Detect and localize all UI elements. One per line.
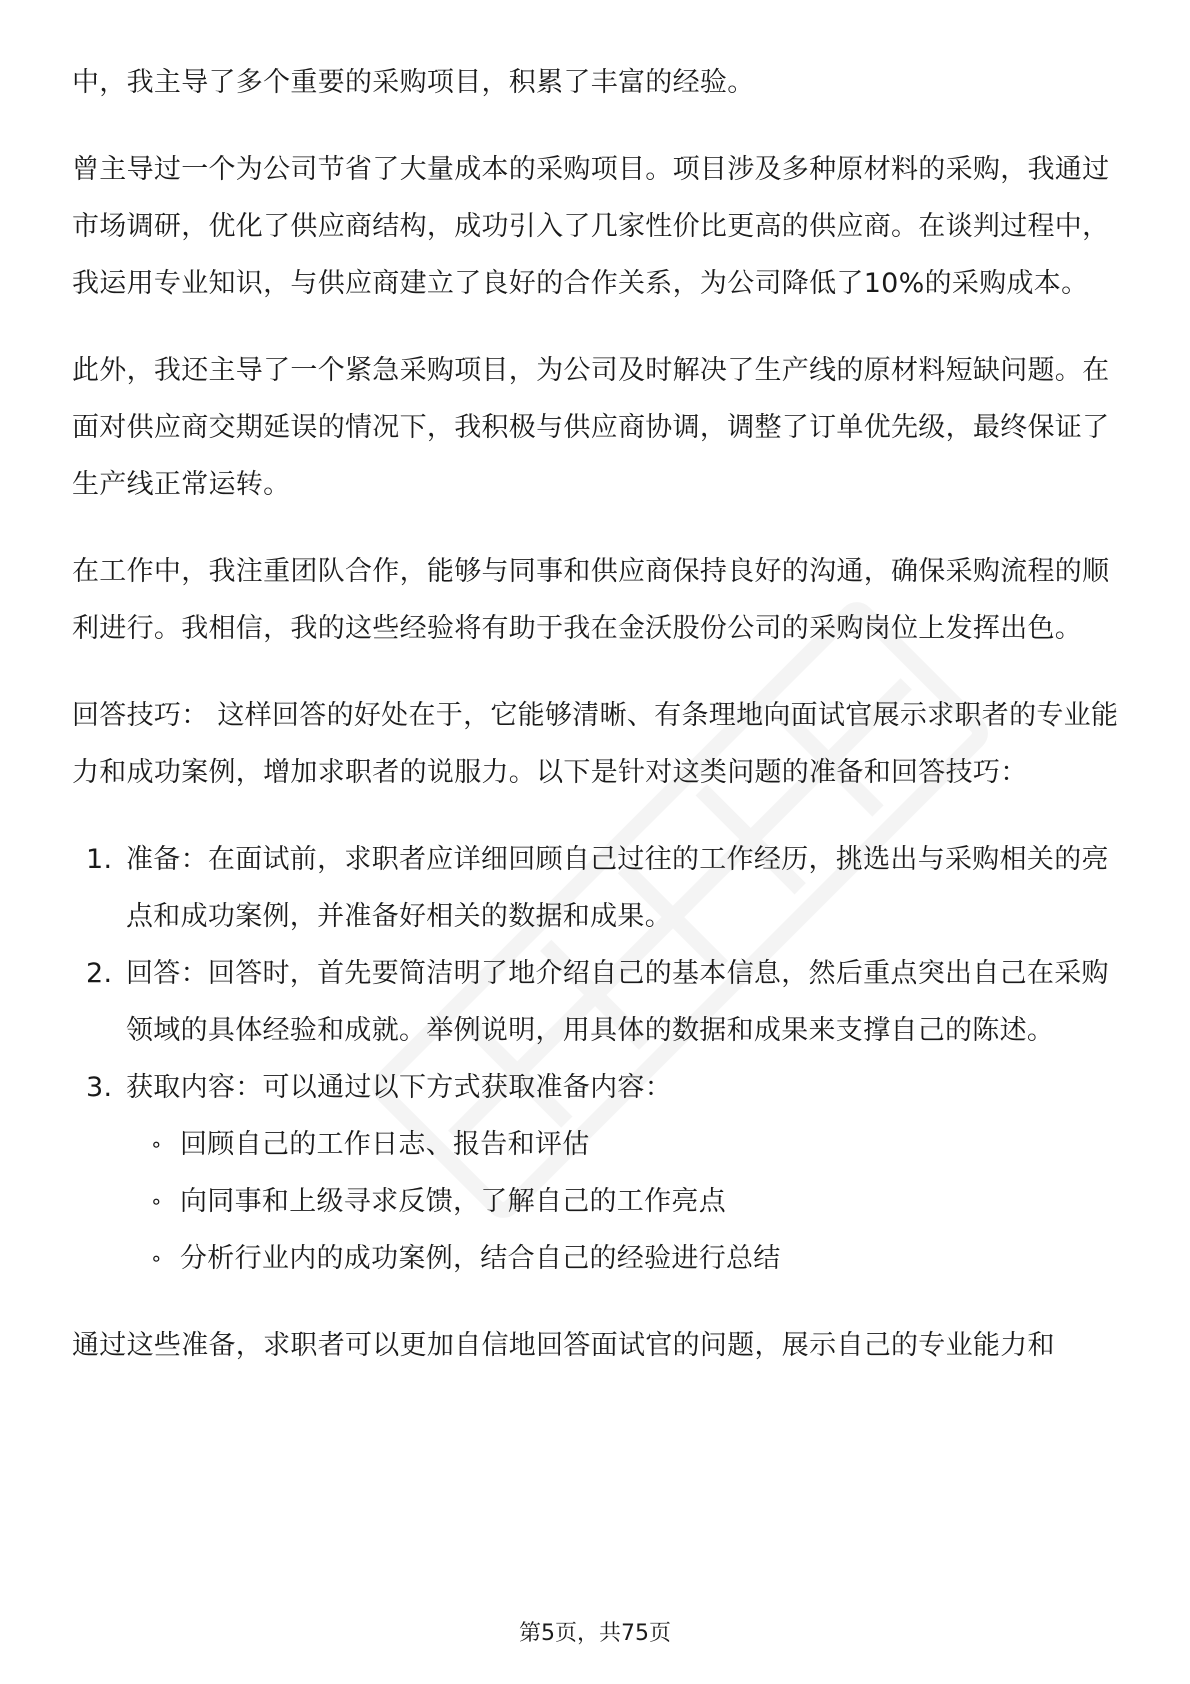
sublist-item <box>126 1116 1122 1173</box>
list-item <box>72 1059 1122 1287</box>
list-item <box>72 831 1122 945</box>
sublist-item <box>126 1230 1122 1287</box>
paragraph: 曾主导过一个为公司节省了大量成本的采购项目。项目涉及多种原材料的采购，我通过市场调研，优化了供应商结构，成功引入了几家性价比更高的供应商。在谈判过程中，我运用专业知识，与供应商建立了良好的合作关系，为公司降低了10%的采购成本。 <box>72 154 1110 299</box>
sublist-item-text: 回顾自己的工作日志、报告和评估 <box>180 1129 590 1160</box>
sublist-item <box>126 1173 1122 1230</box>
closing-paragraph: 通过这些准备，求职者可以更加自信地回答面试官的问题，展示自己的专业能力和 <box>72 1330 1055 1361</box>
sublist-item-text: 向同事和上级寻求反馈，了解自己的工作亮点 <box>180 1186 726 1217</box>
paragraph: 此外，我还主导了一个紧急采购项目，为公司及时解决了生产线的原材料短缺问题。在面对供应商交期延误的情况下，我积极与供应商协调，调整了订单优先级，最终保证了生产线正常运转。 <box>72 355 1110 500</box>
bullet-icon: ∘ <box>150 1246 163 1270</box>
page-footer: 第5页，共75页 <box>519 1621 671 1646</box>
list-item-text: 回答：回答时，首先要简洁明了地介绍自己的基本信息，然后重点突出自己在采购领域的具体经验和成就。举例说明，用具体的数据和成果来支撑自己的陈述。 <box>126 958 1109 1046</box>
bullet-icon: ∘ <box>150 1189 163 1213</box>
bullet-icon: ∘ <box>150 1132 163 1156</box>
sublist-item-text: 分析行业内的成功案例，结合自己的经验进行总结 <box>180 1243 781 1274</box>
answer-tips-paragraph: 回答技巧： 这样回答的好处在于，它能够清晰、有条理地向面试官展示求职者的专业能力和成功案例，增加求职者的说服力。以下是针对这类问题的准备和回答技巧： <box>72 700 1119 788</box>
document-body <box>72 54 1122 1404</box>
paragraph: 中，我主导了多个重要的采购项目，积累了丰富的经验。 <box>72 67 755 98</box>
list-item <box>72 945 1122 1059</box>
numbered-list <box>72 831 1122 1287</box>
list-number: 3. <box>86 1072 113 1103</box>
paragraph: 在工作中，我注重团队合作，能够与同事和供应商保持良好的沟通，确保采购流程的顺利进行。我相信，我的这些经验将有助于我在金沃股份公司的采购岗位上发挥出色。 <box>72 556 1110 644</box>
list-item-text: 获取内容：可以通过以下方式获取准备内容： <box>126 1072 672 1103</box>
list-number: 2. <box>86 958 113 989</box>
bullet-sublist <box>126 1116 1122 1287</box>
list-number: 1. <box>86 844 113 875</box>
list-item-text: 准备：在面试前，求职者应详细回顾自己过往的工作经历，挑选出与采购相关的亮点和成功案例，并准备好相关的数据和成果。 <box>126 844 1109 932</box>
